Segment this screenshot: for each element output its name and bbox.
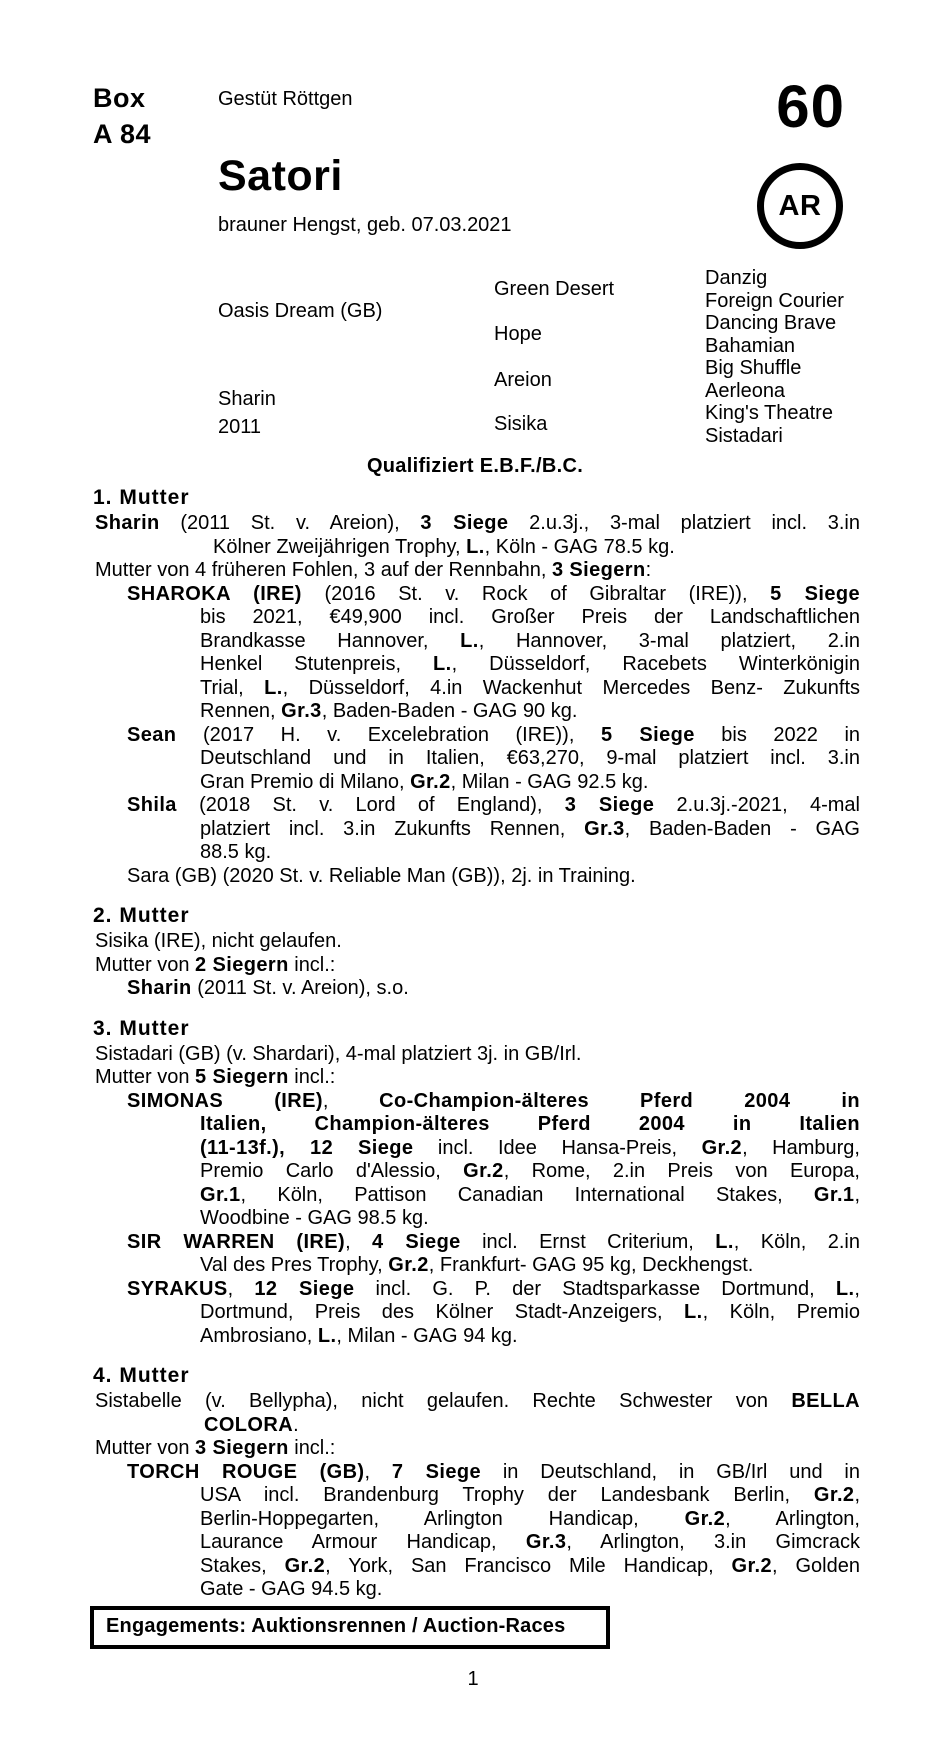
text-line (200, 1137, 860, 1161)
body-text: , (854, 1277, 860, 1300)
pedigree-granddam: Sisika (494, 413, 548, 435)
body-text: incl.: (288, 1066, 336, 1088)
pedigree-ancestor: Dancing Brave (705, 312, 837, 334)
emphasized-text: L. (433, 653, 452, 675)
pedigree-ancestor: Big Shuffle (705, 357, 802, 379)
text-line (200, 677, 860, 701)
emphasized-text: SIR WARREN (IRE) (127, 1230, 346, 1253)
text-line (200, 747, 860, 771)
lot-number: 60 (776, 73, 845, 140)
text-line (200, 841, 860, 865)
mutter-section (0, 1017, 950, 1349)
emphasized-text: Co-Champion-älteres Pferd 2004 in (379, 1089, 860, 1112)
page-number: 1 (467, 1668, 479, 1690)
section-heading: 3. Mutter (93, 1016, 190, 1040)
emphasized-text: 3 Siegern (551, 559, 646, 581)
body-text: , (854, 1183, 860, 1206)
body-text: , Rome, 2.in Preis von Europa, (503, 1160, 860, 1182)
text-line (127, 724, 860, 748)
body-text: incl.: (288, 953, 336, 976)
emphasized-text: Gr.2 (701, 1136, 743, 1159)
emphasized-text: SYRAKUS (127, 1277, 228, 1300)
brand-logo-text: AR (778, 189, 822, 222)
body-text: Val des Pres Trophy, (200, 1254, 389, 1276)
pedigree-ancestor: Sistadari (705, 425, 783, 447)
body-text: , Köln, Premio (702, 1301, 860, 1323)
qualification-note: Qualifiziert E.B.F./B.C. (366, 455, 584, 477)
body-text: , (854, 1484, 860, 1506)
body-text: , Baden-Baden - GAG (624, 817, 860, 840)
body-text: Mutter von (95, 1066, 196, 1088)
emphasized-text: SIMONAS (IRE) (127, 1089, 323, 1112)
body-text: , Milan - GAG 94 kg. (336, 1324, 518, 1347)
text-line (200, 1301, 860, 1325)
text-line (200, 700, 860, 724)
body-text: platziert incl. 3.in Zukunfts Rennen, (200, 817, 585, 840)
emphasized-text: Gr.2 (731, 1554, 773, 1577)
emphasized-text: L. (264, 676, 283, 699)
body-text: Ambrosiano, (200, 1324, 318, 1347)
text-line (95, 954, 860, 978)
text-line (127, 1461, 860, 1485)
text-line (95, 1390, 860, 1414)
body-text: (2017 H. v. Excelebration (IRE)), (176, 723, 601, 746)
emphasized-text: TORCH ROUGE (GB) (127, 1460, 365, 1483)
body-text: Berlin-Hoppegarten, Arlington Handicap, (200, 1507, 685, 1530)
body-text: , Arlington, (725, 1507, 860, 1530)
emphasized-text: Gr.2 (813, 1484, 855, 1506)
emphasized-text: 3 Siege (420, 512, 509, 534)
body-text: (2016 St. v. Rock of Gibraltar (IRE)), (301, 582, 771, 605)
body-text: , (345, 1230, 373, 1253)
body-text: Henkel Stutenpreis, (200, 653, 434, 675)
mutter-section (0, 486, 950, 888)
body-text: Dortmund, Preis des Kölner Stadt-Anzeigers, (200, 1301, 685, 1323)
emphasized-text: 2 Siegern (195, 953, 289, 976)
text-line (127, 1278, 860, 1302)
body-text: , Baden-Baden - GAG 90 kg. (321, 700, 578, 722)
body-text: Mutter von 4 früheren Fohlen, 3 auf der Rennbahn, (95, 559, 552, 581)
body-text: Premio Carlo d'Alessio, (200, 1160, 464, 1182)
brand-logo-circle (757, 163, 843, 249)
body-text: , (322, 1089, 380, 1112)
box-number-line: A 84 (93, 119, 152, 149)
text-line (127, 1231, 860, 1255)
body-text: USA incl. Brandenburg Trophy der Landesbank Berlin, (200, 1484, 814, 1506)
pedigree-dam-year: 2011 (218, 416, 262, 438)
body-text: , Milan - GAG 92.5 kg. (450, 770, 649, 793)
body-text: incl. Ernst Criterium, (460, 1230, 716, 1253)
text-line (95, 559, 860, 583)
emphasized-text: Gr.3 (584, 817, 625, 840)
horse-details: brauner Hengst, geb. 07.03.2021 (218, 214, 512, 236)
body-text: Mutter von (95, 1437, 196, 1459)
emphasized-text: Gr.1 (200, 1183, 241, 1206)
pedigree-grandsire: Areion (494, 369, 552, 391)
body-text: Gate - GAG 94.5 kg. (200, 1578, 383, 1600)
body-text: , Köln, Pattison Canadian International Stakes, (240, 1183, 814, 1206)
horse-name: Satori (218, 152, 343, 200)
pedigree-ancestor: King's Theatre (705, 402, 833, 424)
body-text: Rennen, (200, 700, 282, 722)
body-text: Deutschland und in Italien, €63,270, 9-mal platziert incl. 3.in (200, 747, 860, 769)
body-text: Trial, (200, 676, 265, 699)
section-heading: 2. Mutter (93, 904, 190, 927)
text-line (200, 606, 860, 630)
body-text: , Hamburg, (742, 1136, 860, 1159)
body-text: Kölner Zweijährigen Trophy, (213, 535, 467, 558)
body-text: Sisika (IRE), nicht gelaufen. (95, 930, 342, 952)
text-line (200, 630, 860, 654)
emphasized-text: Gr.2 (284, 1554, 326, 1577)
mutter-section (0, 904, 950, 1001)
body-text: : (645, 559, 652, 581)
emphasized-text: L. (684, 1301, 703, 1323)
body-text: Sistadari (GB) (v. Shardari), 4-mal platziert 3j. in GB/Irl. (95, 1042, 582, 1065)
emphasized-text: 5 Siege (770, 582, 861, 605)
text-line (200, 1160, 860, 1184)
body-text: , Köln - GAG 78.5 kg. (484, 535, 675, 558)
pedigree-granddam: Hope (494, 323, 542, 345)
body-text: , (227, 1277, 255, 1300)
emphasized-text: Shila (127, 794, 177, 816)
emphasized-text: COLORA (204, 1413, 294, 1436)
text-line (200, 1325, 860, 1349)
emphasized-text: 3 Siege (564, 794, 655, 816)
emphasized-text: 4 Siege (372, 1230, 461, 1253)
text-line (200, 1184, 860, 1208)
emphasized-text: L. (715, 1230, 734, 1253)
body-text: Brandkasse Hannover, (200, 629, 461, 652)
body-text: Woodbine - GAG 98.5 kg. (200, 1207, 429, 1229)
emphasized-text: Gr.3 (281, 700, 322, 722)
emphasized-text: 7 Siege (391, 1460, 482, 1483)
pedigree-dam: Sharin (218, 388, 276, 410)
body-text: incl.: (288, 1437, 336, 1459)
body-text: (2011 St. v. Areion), s.o. (191, 977, 409, 999)
emphasized-text: Gr.2 (410, 770, 451, 793)
body-text: , Golden (772, 1554, 860, 1577)
text-line (200, 818, 860, 842)
text-line (95, 1437, 860, 1461)
emphasized-text: (11-13f.), 12 Siege (200, 1136, 414, 1159)
emphasized-text: L. (460, 629, 479, 652)
body-text: , Arlington, 3.in Gimcrack (566, 1531, 860, 1553)
pedigree-ancestor: Foreign Courier (705, 290, 844, 312)
pedigree-ancestor: Danzig (705, 267, 768, 289)
body-text: Mutter von (95, 953, 196, 976)
text-line (200, 1555, 860, 1579)
text-line (200, 771, 860, 795)
body-text: in Deutschland, in GB/Irl und in (481, 1460, 860, 1483)
box-number (93, 80, 151, 152)
emphasized-text: L. (466, 535, 485, 558)
body-text: , Köln, 2.in (733, 1230, 860, 1253)
emphasized-text: 12 Siege (254, 1277, 355, 1300)
text-line (127, 1090, 860, 1114)
body-text: , Frankfurt- GAG 95 kg, Deckhengst. (428, 1254, 754, 1276)
engagements-box (90, 1606, 610, 1649)
text-line (200, 1207, 860, 1231)
body-text: , Düsseldorf, Racebets Winterkönigin (451, 653, 860, 675)
emphasized-text: 5 Siegern (195, 1066, 289, 1088)
text-line (127, 794, 860, 818)
emphasized-text: 3 Siegern (195, 1437, 289, 1459)
emphasized-text: Sharin (95, 512, 160, 534)
body-text: Gran Premio di Milano, (200, 770, 411, 793)
engagements-text: Engagements: Auktionsrennen / Auction-Races (106, 1615, 566, 1637)
emphasized-text: Italien, Champion-älteres Pferd 2004 in Italien (200, 1113, 860, 1135)
section-heading: 4. Mutter (93, 1364, 190, 1387)
body-text: (2011 St. v. Areion), (159, 512, 421, 534)
body-text: . (293, 1413, 299, 1436)
body-text: Sara (GB) (2020 St. v. Reliable Man (GB)), 2j. in Training. (127, 864, 636, 887)
dam-line-sections (0, 486, 950, 1602)
text-line (200, 1531, 860, 1555)
text-line (213, 536, 860, 560)
body-text: Stakes, (200, 1554, 285, 1577)
body-text: , (364, 1460, 392, 1483)
pedigree-grandsire: Green Desert (494, 278, 615, 300)
body-text: , Hannover, 3-mal platziert, 2.in (478, 629, 860, 652)
body-text: incl. G. P. der Stadtsparkasse Dortmund, (354, 1277, 836, 1300)
emphasized-text: L. (317, 1324, 337, 1347)
body-text: , York, San Francisco Mile Handicap, (325, 1554, 732, 1577)
pedigree-ancestor: Aerleona (705, 380, 786, 402)
pedigree-sire: Oasis Dream (GB) (218, 300, 383, 322)
emphasized-text: 5 Siege (600, 723, 695, 746)
emphasized-text: BELLA (791, 1390, 860, 1412)
text-line (200, 1578, 860, 1602)
text-line (200, 1254, 860, 1278)
text-line (127, 865, 860, 889)
body-text: , Düsseldorf, 4.in Wackenhut Mercedes Benz- Zukunfts (282, 676, 860, 699)
emphasized-text: Gr.2 (684, 1507, 726, 1530)
body-text: (2018 St. v. Lord of England), (176, 794, 565, 816)
body-text: 88.5 kg. (200, 841, 272, 863)
body-text: Laurance Armour Handicap, (200, 1531, 526, 1553)
text-line (95, 930, 860, 954)
text-line (95, 1066, 860, 1090)
text-line (95, 512, 860, 536)
emphasized-text: Gr.2 (463, 1160, 504, 1182)
text-line (200, 1484, 860, 1508)
text-line (200, 1508, 860, 1532)
text-line (204, 1414, 860, 1438)
mutter-section (0, 1364, 950, 1602)
emphasized-text: Gr.1 (813, 1183, 855, 1206)
body-text: bis 2021, €49,900 incl. Großer Preis der Landschaftlichen (200, 606, 860, 628)
body-text: bis 2022 in (694, 723, 861, 746)
body-text: 2.u.3j.-2021, 4-mal (654, 794, 860, 816)
emphasized-text: Gr.3 (525, 1531, 567, 1553)
text-line (127, 977, 860, 1001)
text-line (200, 653, 860, 677)
text-line (200, 1113, 860, 1137)
box-number-line: Box (93, 83, 146, 113)
body-text: 2.u.3j., 3-mal platziert incl. 3.in (508, 512, 860, 534)
text-line (95, 1043, 860, 1067)
emphasized-text: Sean (127, 723, 177, 746)
emphasized-text: Sharin (127, 977, 192, 999)
body-text: incl. Idee Hansa-Preis, (413, 1136, 702, 1159)
body-text: Sistabelle (v. Bellypha), nicht gelaufen. Rechte Schwester von (95, 1390, 792, 1412)
section-heading: 1. Mutter (93, 486, 190, 509)
emphasized-text: L. (835, 1277, 855, 1300)
pedigree-ancestor: Bahamian (705, 335, 796, 357)
emphasized-text: Gr.2 (388, 1254, 429, 1276)
emphasized-text: SHAROKA (IRE) (127, 582, 302, 605)
consignor-name: Gestüt Röttgen (218, 88, 353, 110)
text-line (127, 583, 860, 607)
